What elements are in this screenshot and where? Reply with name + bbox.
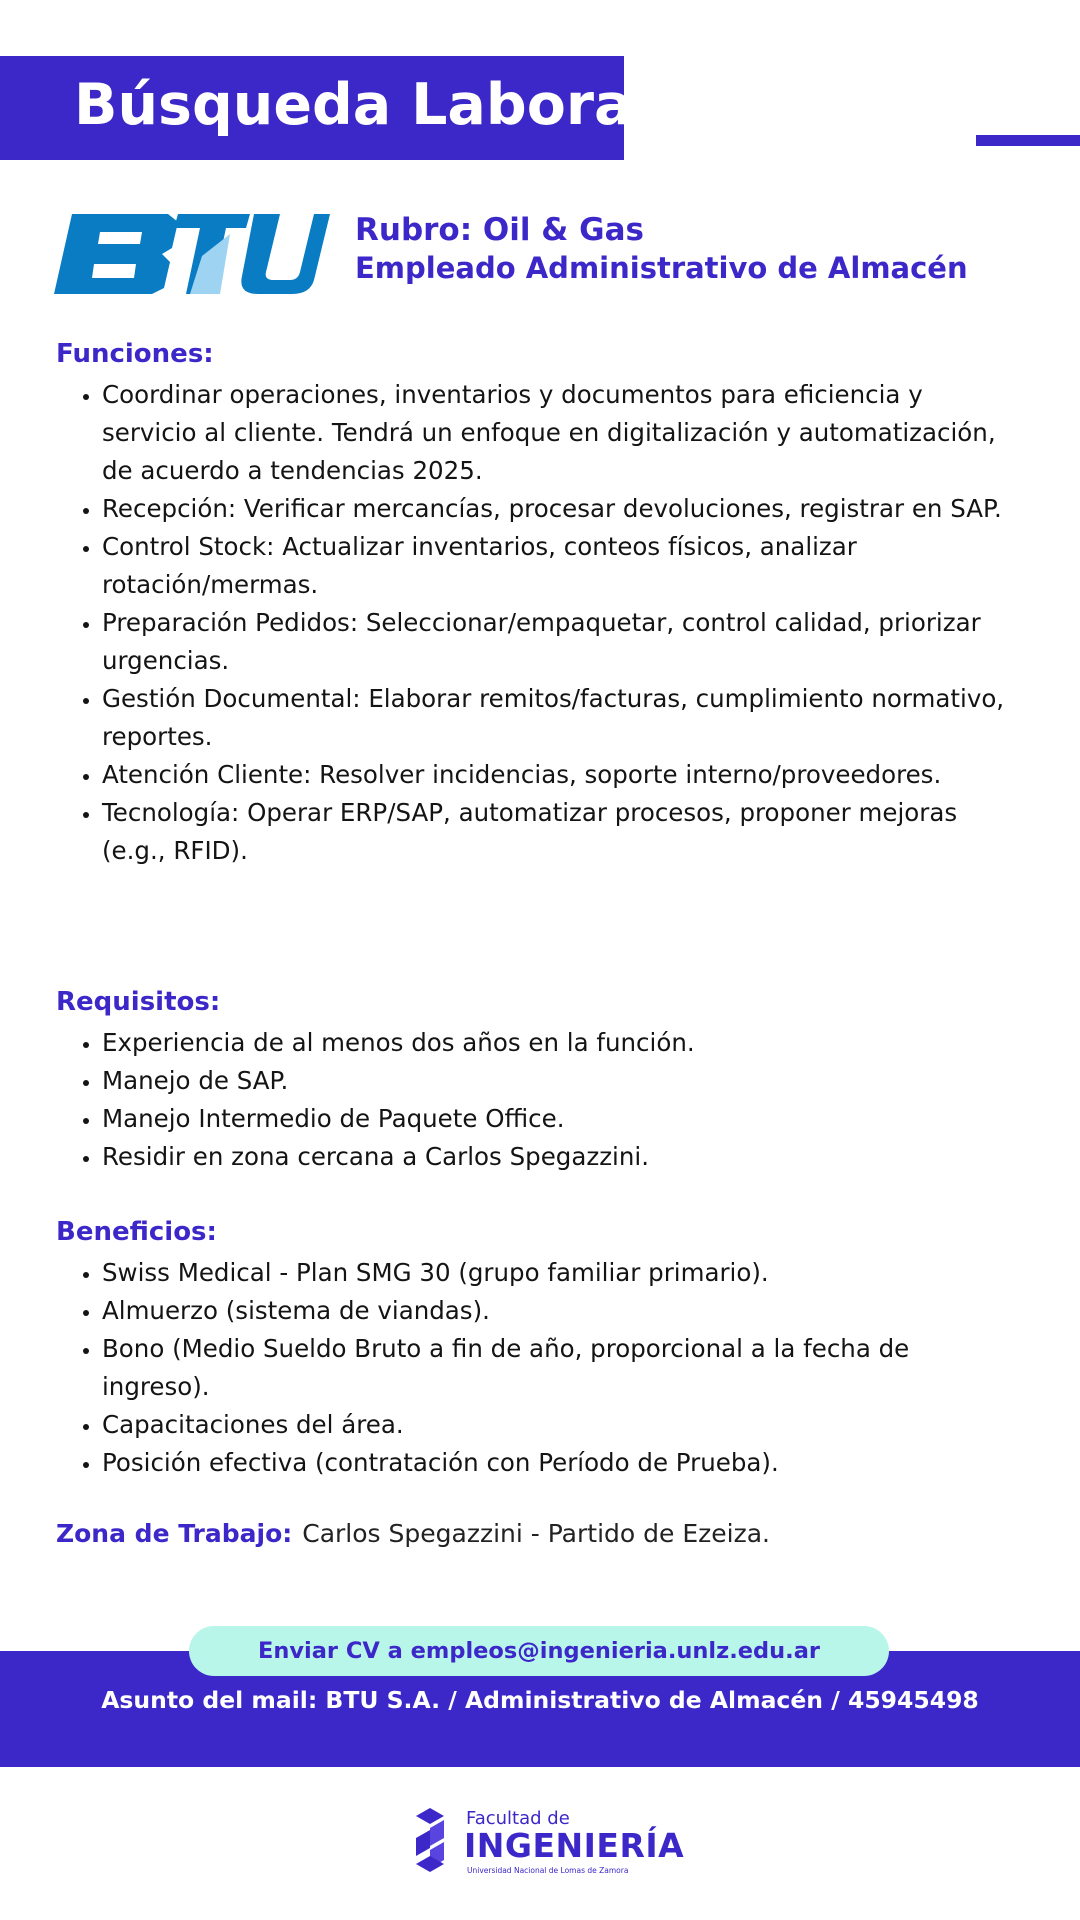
ingenieria-label: INGENIERÍA	[464, 1826, 685, 1865]
list-item: • Preparación Pedidos: Seleccionar/empaquetar, control calidad, priorizar urgencias.	[102, 604, 1022, 680]
beneficios-heading: Beneficios:	[56, 1217, 217, 1247]
list-item: • Manejo Intermedio de Paquete Office.	[102, 1100, 1022, 1138]
page-title: Búsqueda Laboral	[74, 72, 652, 138]
beneficios-list	[56, 1254, 1022, 1482]
list-item: • Residir en zona cercana a Carlos Spegazzini.	[102, 1138, 1022, 1176]
requisitos-heading: Requisitos:	[56, 987, 221, 1017]
funciones-heading: Funciones:	[56, 339, 214, 369]
job-title: Empleado Administrativo de Almacén	[355, 251, 968, 285]
accent-line	[976, 135, 1080, 146]
list-item: • Experiencia de al menos dos años en la función.	[102, 1024, 1022, 1062]
zona-value: Carlos Spegazzini - Partido de Ezeiza.	[302, 1519, 770, 1548]
list-item: • Almuerzo (sistema de viandas).	[102, 1292, 1022, 1330]
list-item: • Control Stock: Actualizar inventarios, conteos físicos, analizar rotación/mermas.	[102, 528, 1022, 604]
list-item: • Tecnología: Operar ERP/SAP, automatizar procesos, proponer mejoras (e.g., RFID).	[102, 794, 1022, 870]
list-item: • Manejo de SAP.	[102, 1062, 1022, 1100]
email-pill[interactable]	[189, 1626, 889, 1676]
requisitos-list	[56, 1024, 1022, 1176]
facultad-label: Facultad de	[466, 1808, 570, 1829]
list-item: • Capacitaciones del área.	[102, 1406, 1022, 1444]
list-item: • Bono (Medio Sueldo Bruto a fin de año, proporcional a la fecha de ingreso).	[102, 1330, 1022, 1406]
zona-trabajo	[56, 1519, 770, 1548]
btu-logo	[52, 210, 330, 296]
mail-subject: Asunto del mail: BTU S.A. / Administrativo de Almacén / 45945498	[101, 1686, 979, 1714]
list-item: • Atención Cliente: Resolver incidencias, soporte interno/proveedores.	[102, 756, 1022, 794]
funciones-list	[56, 376, 1022, 870]
zona-label: Zona de Trabajo:	[56, 1519, 293, 1548]
list-item: • Posición efectiva (contratación con Período de Prueba).	[102, 1444, 1022, 1482]
email-link[interactable]: Enviar CV a empleos@ingenieria.unlz.edu.ar	[257, 1638, 821, 1664]
list-item: • Swiss Medical - Plan SMG 30 (grupo familiar primario).	[102, 1254, 1022, 1292]
list-item: • Coordinar operaciones, inventarios y documentos para eficiencia y servicio al cliente. Tendrá un enfoque en digitalización y automatización, de acuerdo a tendencias 2025.	[102, 376, 1022, 490]
list-item: • Gestión Documental: Elaborar remitos/facturas, cumplimiento normativo, reportes.	[102, 680, 1022, 756]
company-rubro: Rubro: Oil & Gas	[355, 212, 644, 248]
universidad-label: Universidad Nacional de Lomas de Zamora	[467, 1866, 629, 1875]
list-item: • Recepción: Verificar mercancías, procesar devoluciones, registrar en SAP.	[102, 490, 1022, 528]
